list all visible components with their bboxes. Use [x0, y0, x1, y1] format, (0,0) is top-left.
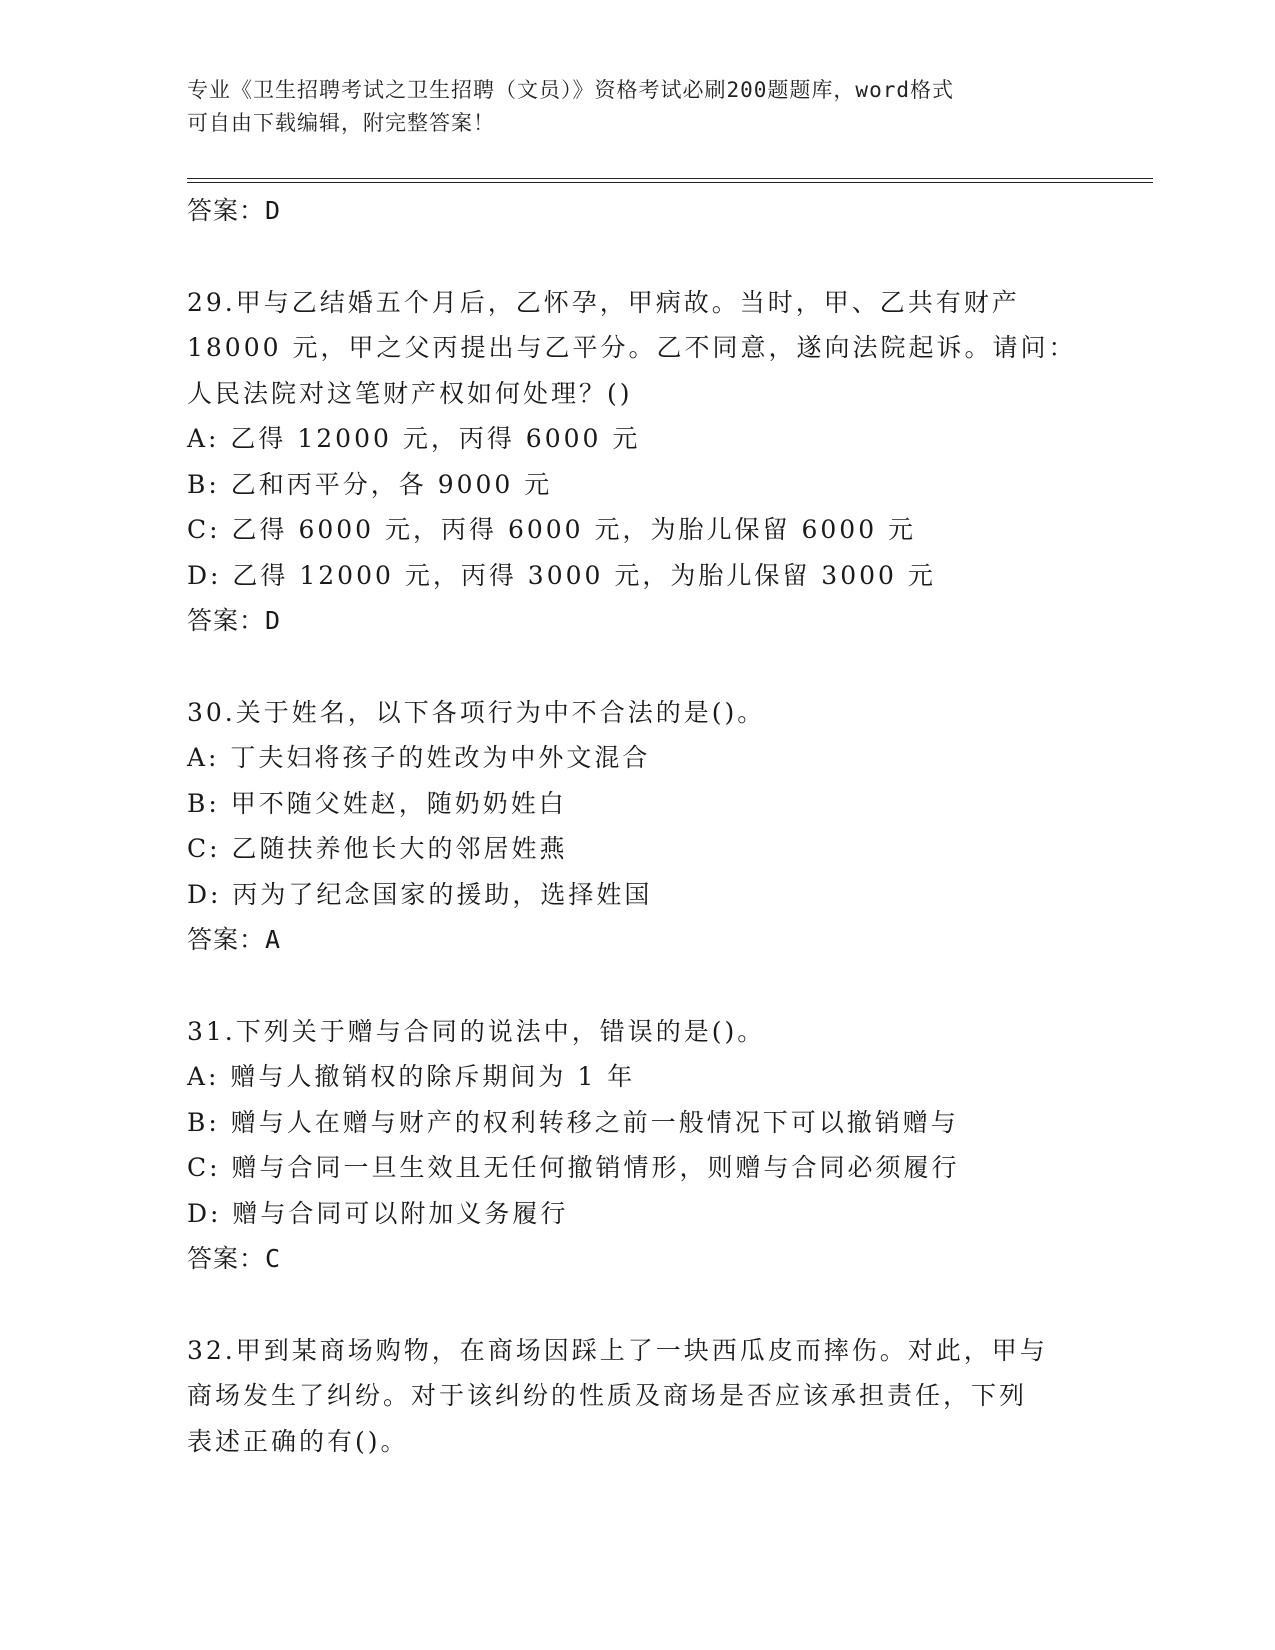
header-line-1: 专业《卫生招聘考试之卫生招聘（文员）》资格考试必刷200题题库，word格式	[187, 78, 954, 102]
question-block	[187, 280, 1087, 644]
option-b: B: 赠与人在赠与财产的权利转移之前一般情况下可以撤销赠与	[187, 1107, 959, 1137]
header-line-2: 可自由下载编辑，附完整答案！	[187, 111, 495, 135]
option-c: C: 乙得 6000 元，丙得 6000 元，为胎儿保留 6000 元	[187, 515, 917, 544]
option-d: D: 丙为了纪念国家的援助，选择姓国	[187, 879, 653, 909]
option-a: A: 丁夫妇将孩子的姓改为中外文混合	[187, 743, 651, 772]
question-block	[187, 1328, 1087, 1465]
question-stem-line: 29.甲与乙结婚五个月后，乙怀孕，甲病故。当时，甲、乙共有财产	[187, 287, 1020, 317]
answer-label: 答案：D	[187, 606, 282, 635]
option-a: A: 赠与人撤销权的除斥期间为 1 年	[187, 1062, 636, 1091]
question-stem-line: 31.下列关于赠与合同的说法中，错误的是()。	[187, 1016, 766, 1046]
page-header	[187, 74, 1087, 140]
answer-label: 答案：A	[187, 925, 282, 954]
question-stem-line: 32.甲到某商场购物，在商场因踩上了一块西瓜皮而摔伤。对此，甲与	[187, 1335, 1048, 1365]
answer-label: 答案：C	[187, 1244, 282, 1273]
document-body	[187, 188, 1087, 1464]
option-d: D: 乙得 12000 元，丙得 3000 元，为胎儿保留 3000 元	[187, 560, 936, 590]
question-stem-line: 30.关于姓名，以下各项行为中不合法的是()。	[187, 697, 766, 727]
question-block	[187, 690, 1087, 963]
option-a: A: 乙得 12000 元，丙得 6000 元	[187, 424, 641, 453]
option-c: C: 赠与合同一旦生效且无任何撤销情形，则赠与合同必须履行	[187, 1153, 960, 1182]
option-b: B: 甲不随父姓赵，随奶奶姓白	[187, 788, 567, 818]
question-stem-line: 表述正确的有()。	[187, 1426, 409, 1456]
question-stem-line: 18000 元，甲之父丙提出与乙平分。乙不同意，遂向法院起诉。请问：	[187, 333, 1077, 362]
option-c: C: 乙随扶养他长大的邻居姓燕	[187, 834, 568, 863]
option-b: B: 乙和丙平分，各 9000 元	[187, 469, 553, 499]
option-d: D: 赠与合同可以附加义务履行	[187, 1198, 569, 1228]
answer-label: 答案：D	[187, 196, 282, 225]
question-stem-line: 商场发生了纠纷。对于该纠纷的性质及商场是否应该承担责任，下列	[187, 1381, 1028, 1410]
header-divider	[187, 178, 1153, 183]
question-stem-line: 人民法院对这笔财产权如何处理？()	[187, 378, 633, 408]
question-block	[187, 1009, 1087, 1282]
